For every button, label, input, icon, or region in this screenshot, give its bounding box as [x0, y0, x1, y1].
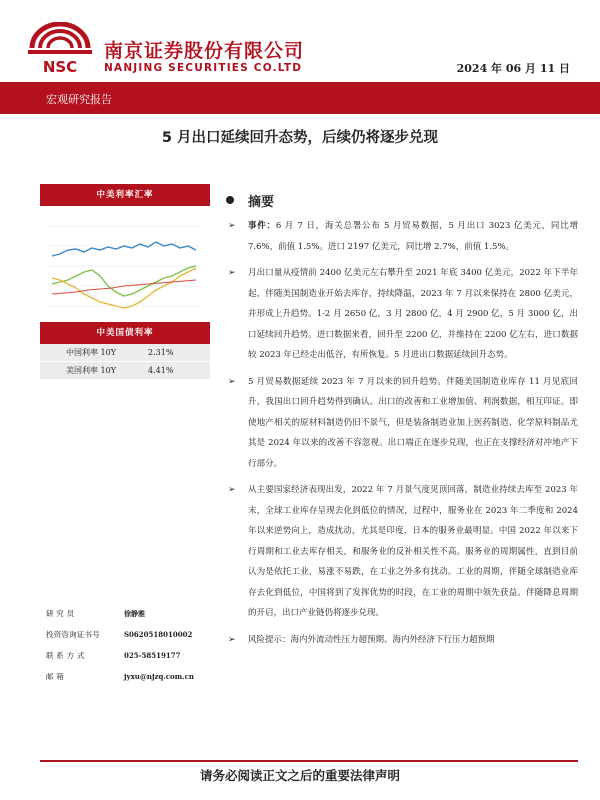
rate-name: 中国利率 10Y [66, 348, 117, 357]
contact-value: 徐静雅 [124, 608, 145, 618]
company-logo [24, 22, 96, 78]
series-line-yellow [52, 268, 196, 308]
paragraph-text: 5 月贸易数据延续 2023 年 7 月以来的回升趋势。伴随美国制造业库存 11 月见底回升，我国出口回升趋势得到确认。出口的改善和工业增加值、利润数据，相互印证。即使地产相关的原材料制造仍旧不景气，但是装备制造业加上医药制造、化学原料制品尤其是 2024 年以来的改善不容忽视。出口端正在逐步兑现，也正在支撑经济对冲地产下行部分。 [248, 376, 578, 469]
summary-paragraph [224, 372, 578, 475]
company-name-cn: 南京证券股份有限公司 [104, 40, 305, 62]
rate-name: 美国利率 10Y [66, 366, 117, 375]
paragraph-text: 从主要国家经济表现出发，2022 年 7 月景气度见顶回落，制造业持续去库至 2023 年末，全球工业库存呈现去化到低位的情况，过程中，服务业在 2023 年二季度和 2024 年以来逆势向上，造成扰动，尤其是印度、日本的服务业最明显。中国 2022 年以来下行周期和工业去库存相关，和服务业的反补相关性不高。服务业的周期属性，直到目前认为是依托工业，易涨不易跌，在工业之外多有扰动。工业的周期，伴随全球制造业库存去化到低位，中国将到了发挥优势的时段，在工业的周期中领先获益。伴随降息周期的开启，出口产业链仍将逐步兑现。 [248, 485, 578, 618]
rate-value: 2.31% [148, 348, 174, 357]
arrow-bullet-icon: ➢ [228, 221, 236, 231]
analyst-contact [46, 603, 204, 687]
contact-row [46, 624, 204, 645]
contact-email[interactable]: jyxu@njzq.com.cn [124, 672, 194, 681]
contact-value: 025-58519177 [124, 651, 181, 660]
arrow-bullet-icon: ➢ [228, 268, 236, 278]
report-category: 宏观研究报告 [46, 93, 112, 106]
rate-row [40, 344, 210, 362]
rate-value: 4.41% [148, 366, 174, 375]
arrow-bullet-icon: ➢ [228, 634, 236, 645]
legal-notice: 请务必阅读正文之后的重要法律声明 [199, 768, 400, 783]
summary-heading [224, 190, 578, 210]
risk-paragraph [224, 630, 578, 651]
arrow-bullet-icon: ➢ [228, 485, 236, 495]
summary-paragraph [224, 480, 578, 624]
category-band [0, 82, 600, 114]
report-title: 5 月出口延续回升态势，后续仍将逐步兑现 [161, 130, 439, 146]
table-title: 中美国债利率 [40, 322, 210, 344]
summary-section [224, 190, 578, 656]
company-name-en: NANJING SECURITIES CO.LTD [104, 62, 303, 74]
paragraph-text: 6 月 7 日，海关总署公布 5 月贸易数据，5 月出口 3023 亿美元，同比增 7.6%，前值 1.5%。进口 2197 亿美元，同比增 2.7%，前值 1.5%。 [248, 221, 578, 252]
svg-text:NSC: NSC [42, 58, 78, 76]
chart-title: 中美利率汇率 [40, 184, 210, 206]
sidebar [40, 184, 210, 380]
footer-divider [40, 760, 578, 762]
series-line-blue [52, 242, 196, 256]
report-date: 2024 年 06 月 11 日 [456, 62, 570, 75]
summary-paragraph [224, 263, 578, 366]
rate-fx-chart [40, 206, 210, 318]
contact-key: 邮 箱 [46, 672, 64, 681]
bullet-dot-icon [226, 196, 234, 204]
summary-paragraph [224, 216, 578, 257]
contact-row [46, 666, 204, 687]
paragraph-text: 风险提示：海内外流动性压力超预期、海内外经济下行压力超预期 [248, 634, 495, 645]
summary-title: 摘要 [248, 194, 275, 210]
chart-gridlines [50, 226, 200, 306]
contact-row [46, 645, 204, 666]
contact-row [46, 603, 204, 624]
arrow-bullet-icon: ➢ [228, 376, 236, 387]
rate-row [40, 362, 210, 380]
contact-key: 研 究 员 [46, 609, 75, 618]
contact-value: S0620518010002 [124, 630, 193, 639]
contact-key: 联 系 方 式 [46, 651, 85, 660]
paragraph-lead: 事件： [248, 221, 276, 231]
contact-key: 投资咨询证书号 [46, 630, 100, 639]
paragraph-text: 月出口量从疫情前 2400 亿美元左右攀升至 2021 年底 3400 亿美元，2022 年下半年起，伴随美国制造业开始去库存，持续降温，2023 年 7 月以来保持在 2800 亿美元，并形成上升趋势。1-2 月 2650 亿，3 月 2800 亿，4 月 2900 亿，5 月 3000 亿，出口延续回升趋势。进口数据来看，回升至 2200 亿，并维持在 2200 亿左右，进口数据较 2023 年已经走出低谷，有所恢复。5 月进出口数据延续回升态势。 [248, 268, 578, 360]
